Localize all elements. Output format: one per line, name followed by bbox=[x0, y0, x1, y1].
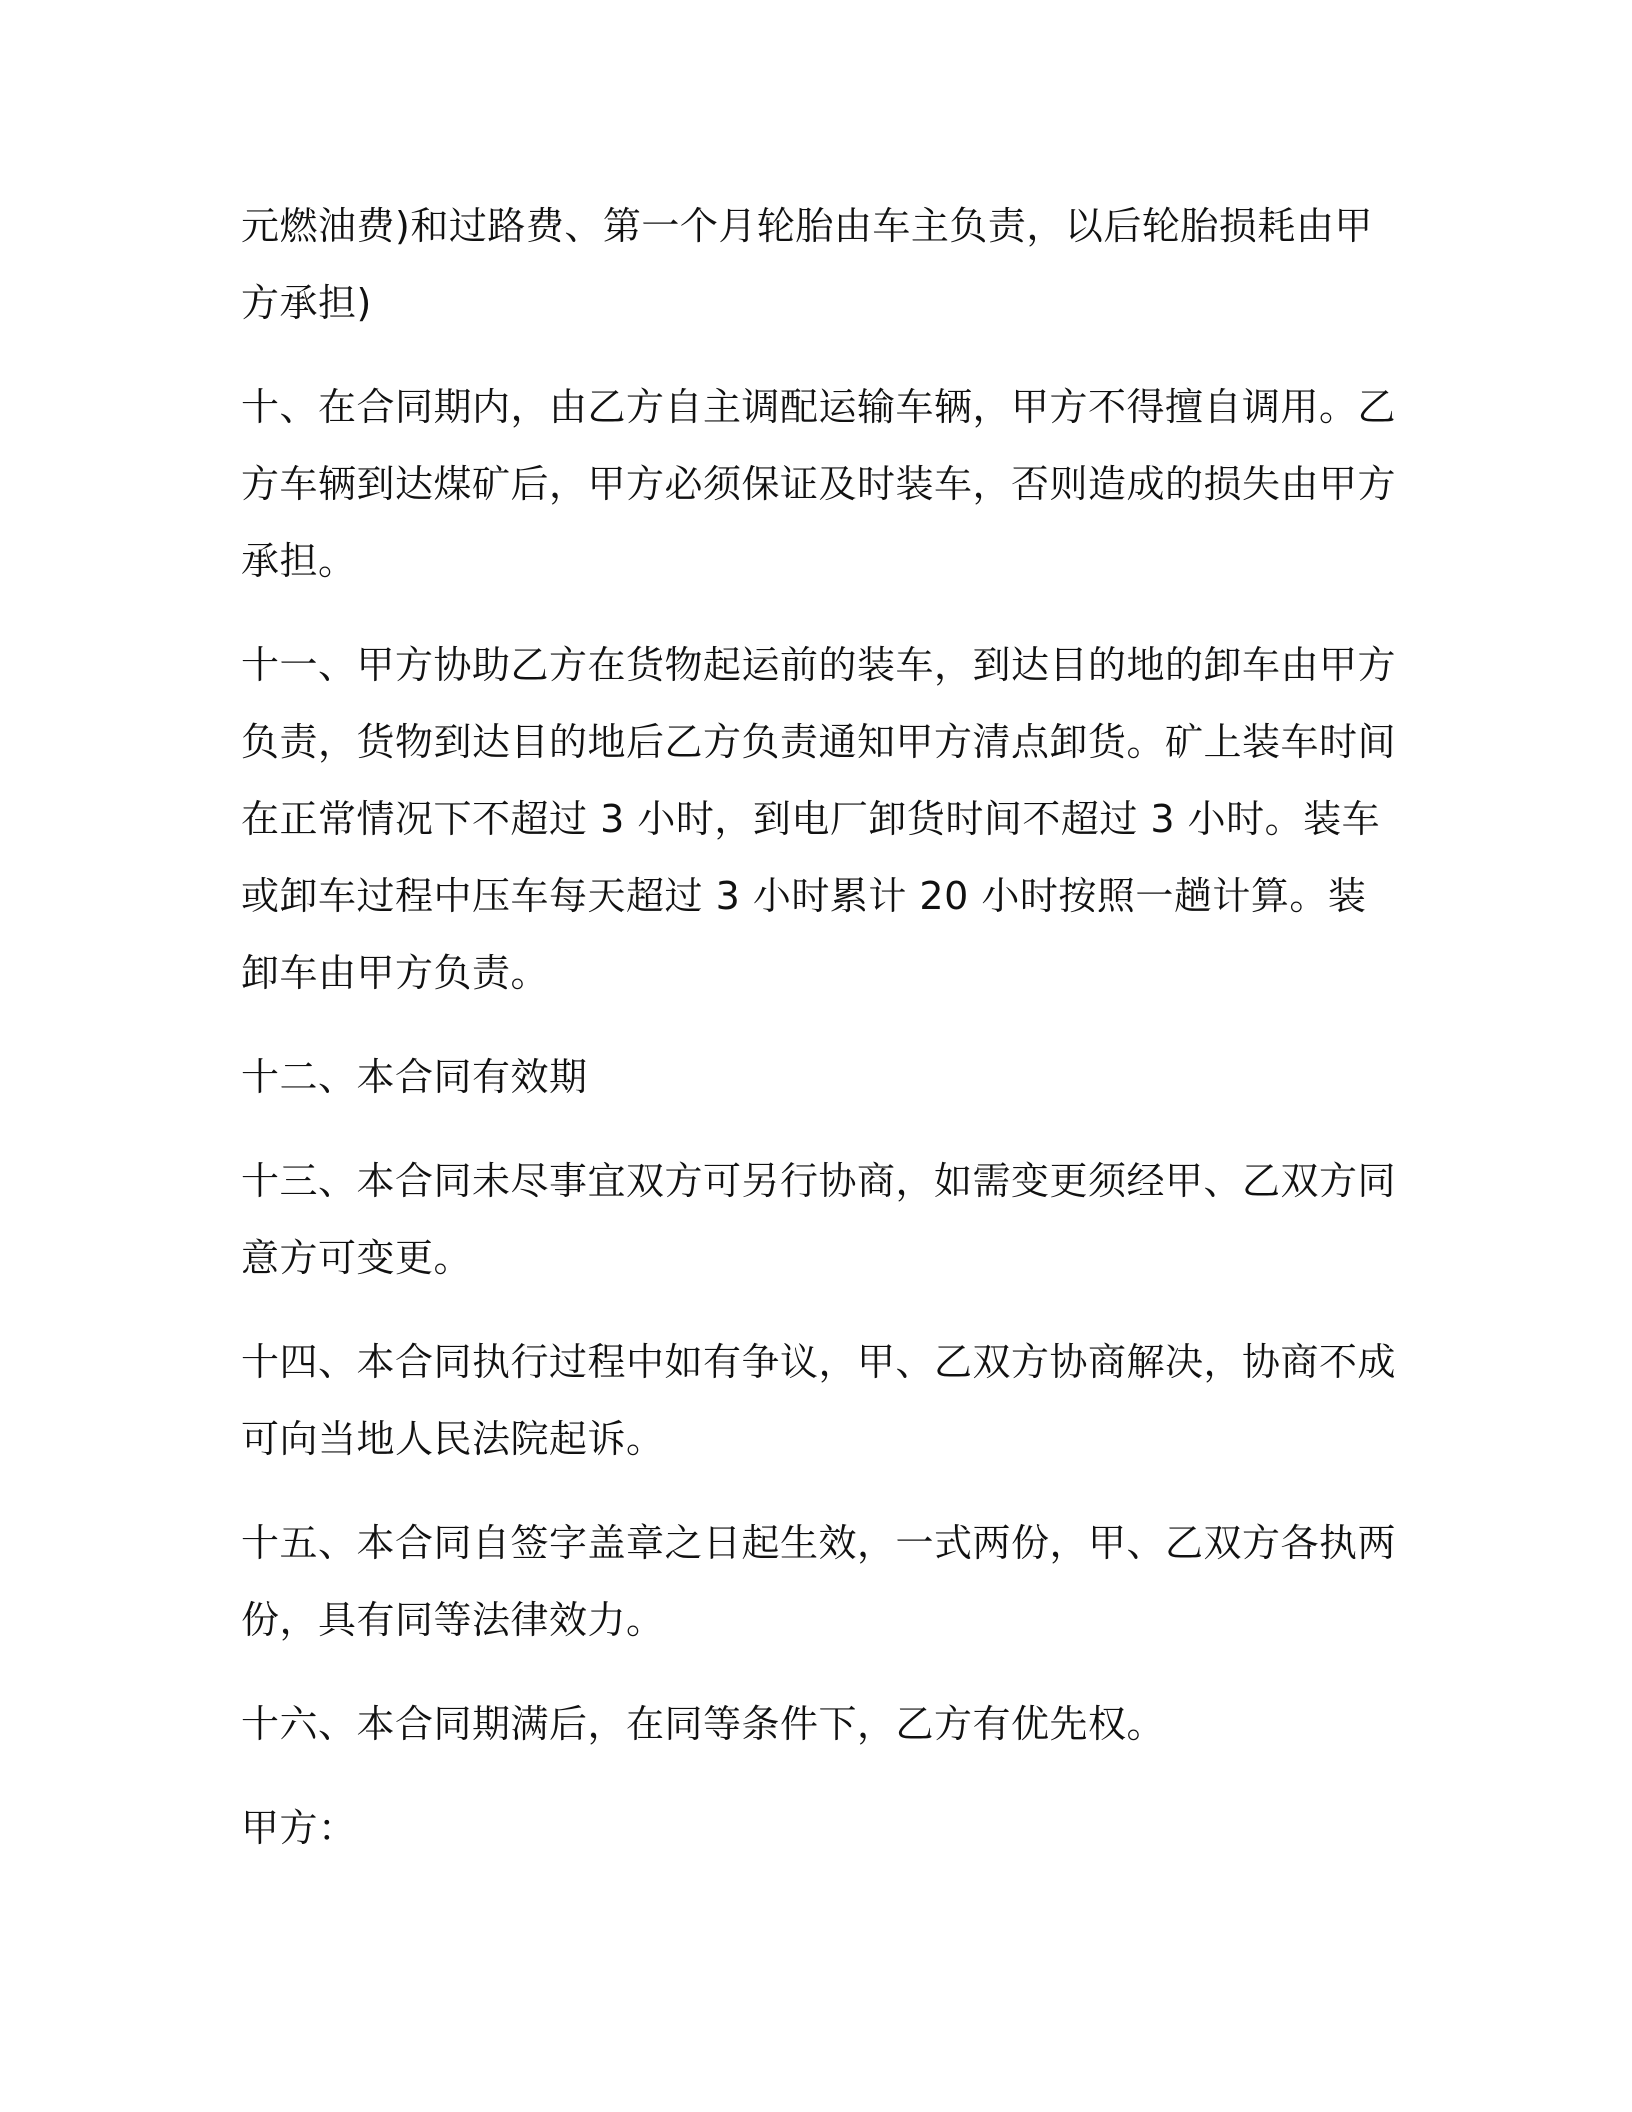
clause-16-priority-right: 十六、本合同期满后，在同等条件下，乙方有优先权。 bbox=[241, 1702, 1166, 1746]
clause-10-vehicle-dispatch: 十、在合同期内，由乙方自主调配运输车辆，甲方不得擅自调用。乙方车辆到达煤矿后，甲方必须保证及时装车，否则造成的损失由甲方承担。 bbox=[241, 385, 1397, 583]
clause-11-loading-unloading: 十一、甲方协助乙方在货物起运前的装车，到达目的地的卸车由甲方负责，货物到达目的地后乙方负责通知甲方清点卸货。矿上装车时间在正常情况下不超过 3 小时，到电厂卸货时间不超过 3 小时。装车或卸车过程中压车每天超过 3 小时累计 20 小时按照一趟计算。装卸车由甲方负责。 bbox=[241, 643, 1397, 995]
party-a-label: 甲方： bbox=[241, 1806, 357, 1850]
clause-15-effectiveness: 十五、本合同自签字盖章之日起生效，一式两份，甲、乙双方各执两份，具有同等法律效力。 bbox=[241, 1521, 1397, 1642]
clause-14-disputes: 十四、本合同执行过程中如有争议，甲、乙双方协商解决，协商不成可向当地人民法院起诉。 bbox=[241, 1340, 1397, 1461]
clause-12-validity-period: 十二、本合同有效期 bbox=[241, 1055, 588, 1099]
clause-continuation-fuel-tires: 元燃油费)和过路费、第一个月轮胎由车主负责，以后轮胎损耗由甲方承担) bbox=[241, 204, 1373, 325]
document-page bbox=[241, 188, 1401, 1894]
clause-13-amendments: 十三、本合同未尽事宜双方可另行协商，如需变更须经甲、乙双方同意方可变更。 bbox=[241, 1159, 1397, 1280]
